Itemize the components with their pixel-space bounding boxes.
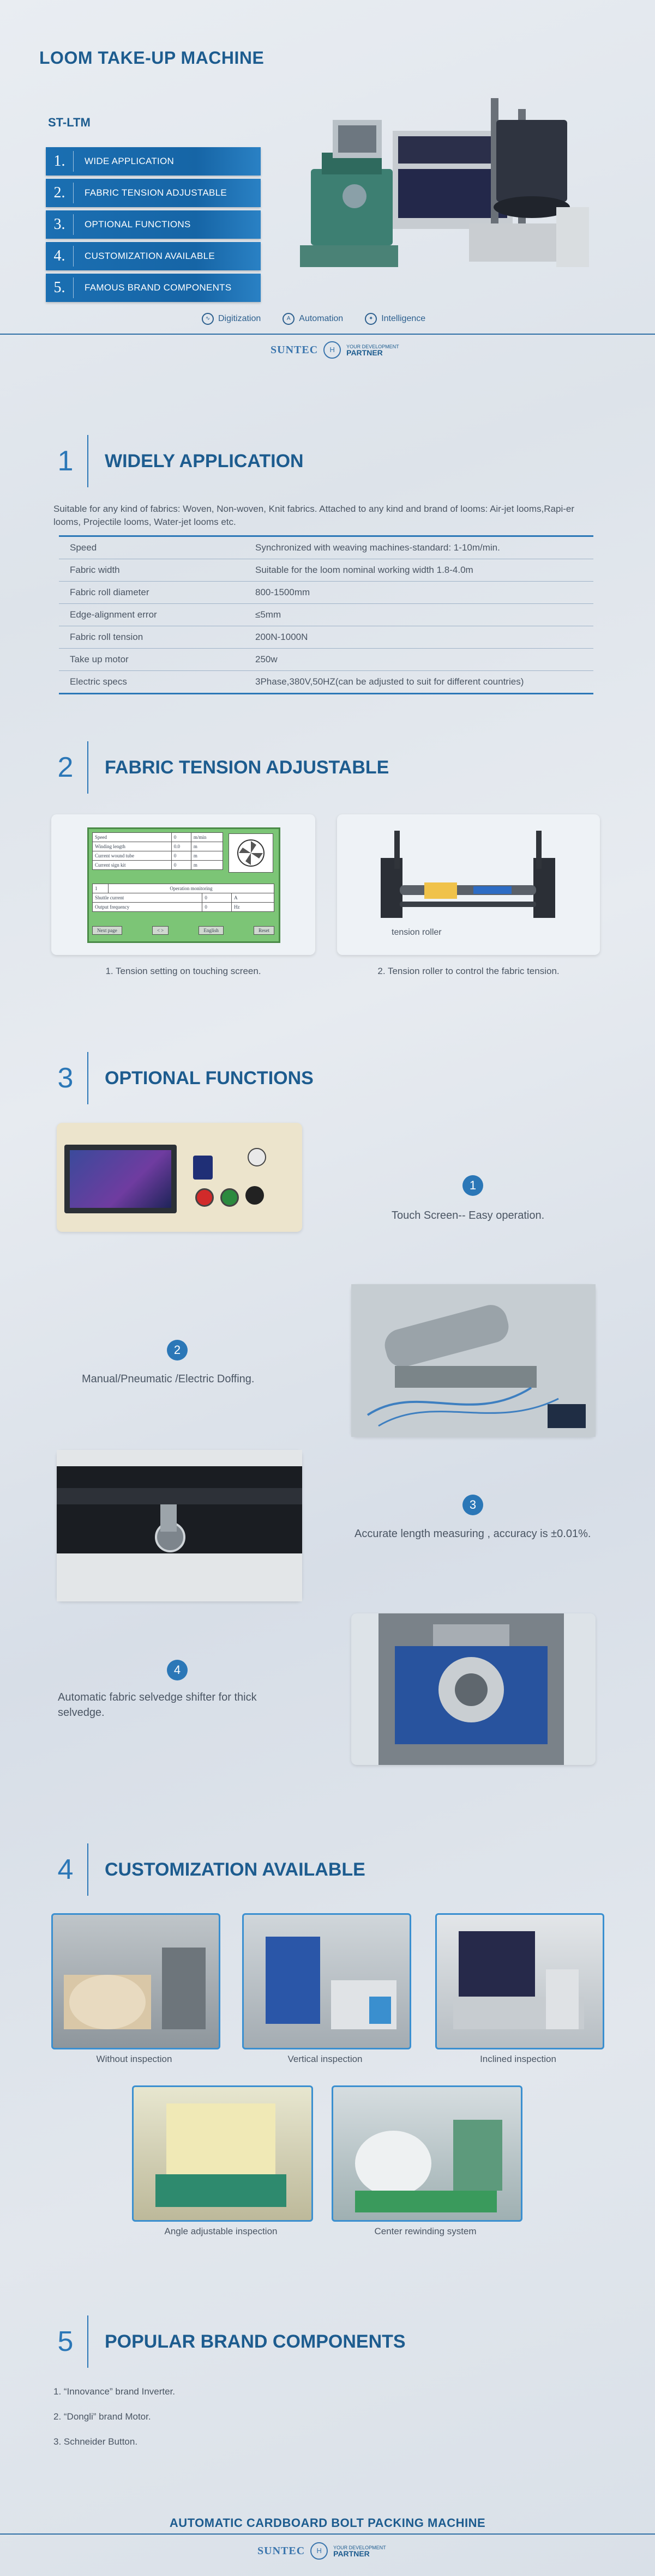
option-number: 2 bbox=[167, 1340, 188, 1360]
screen-display bbox=[70, 1150, 171, 1208]
table-row bbox=[59, 626, 593, 649]
company-logo bbox=[271, 341, 399, 359]
custom-caption: Vertical inspection bbox=[287, 2054, 363, 2064]
screen-cell: 0 bbox=[202, 893, 232, 903]
option-text: Accurate length measuring , accuracy is ±0.01%. bbox=[354, 1528, 591, 1540]
doffing-roller-illustration bbox=[351, 1284, 596, 1437]
touch-screen-card bbox=[51, 814, 315, 955]
option-number: 3 bbox=[462, 1495, 483, 1515]
screen-cell: A bbox=[232, 893, 274, 903]
screen-cell: 0.0 bbox=[171, 842, 191, 851]
spec-key: Edge-alignment error bbox=[59, 604, 244, 626]
logo-tagline-line1: YOUR DEVELOPMENT bbox=[333, 2545, 386, 2550]
screen-cell: Operation monitoring bbox=[109, 884, 274, 893]
spec-key: Fabric roll tension bbox=[59, 626, 244, 649]
touch-screen-device bbox=[64, 1145, 177, 1213]
custom-image-without-inspection bbox=[51, 1913, 220, 2049]
feature-tags bbox=[202, 313, 425, 325]
spec-key: Speed bbox=[59, 536, 244, 559]
menu-item-number: 1. bbox=[46, 151, 74, 172]
section-header-1 bbox=[51, 435, 304, 487]
brand-item: 3. Schneider Button. bbox=[53, 2436, 138, 2447]
feature-digitization bbox=[202, 313, 261, 325]
screen-cell: 1 bbox=[93, 884, 109, 893]
start-button-icon bbox=[220, 1188, 239, 1207]
screen-cell: m/min bbox=[191, 833, 223, 842]
screen-next-button[interactable]: Next page bbox=[92, 926, 122, 935]
custom-image-inclined-inspection bbox=[435, 1913, 604, 2049]
section-number: 2 bbox=[57, 752, 74, 783]
logo-circle: H bbox=[323, 341, 341, 359]
logo-tagline bbox=[346, 344, 399, 356]
feature-label: Digitization bbox=[218, 314, 261, 323]
spec-value: Synchronized with weaving machines-standard: 1-10m/min. bbox=[244, 536, 593, 559]
option-number: 1 bbox=[462, 1175, 483, 1196]
tension-roller-image bbox=[370, 825, 566, 929]
brand-item: 1. “Innovance” brand Inverter. bbox=[53, 2386, 176, 2397]
divider bbox=[0, 334, 655, 335]
section-number: 1 bbox=[57, 445, 74, 477]
screen-cell: 0 bbox=[202, 903, 232, 912]
screen-button-bar bbox=[92, 926, 274, 935]
section-title: WIDELY APPLICATION bbox=[105, 450, 304, 471]
screen-cell: m bbox=[191, 851, 223, 861]
spec-key: Electric specs bbox=[59, 671, 244, 694]
menu-item-label: FABRIC TENSION ADJUSTABLE bbox=[85, 188, 227, 198]
screen-reset-button[interactable]: Reset bbox=[254, 926, 274, 935]
footer-title: AUTOMATIC CARDBOARD BOLT PACKING MACHINE bbox=[169, 2516, 486, 2530]
dial-icon bbox=[248, 1148, 266, 1166]
divider bbox=[0, 2533, 655, 2535]
spec-value: 250w bbox=[244, 649, 593, 671]
feature-menu bbox=[46, 147, 261, 305]
caption-touch-screen: 1. Tension setting on touching screen. bbox=[105, 966, 261, 976]
feature-label: Intelligence bbox=[381, 314, 426, 323]
menu-item-label: FAMOUS BRAND COMPONENTS bbox=[85, 282, 232, 293]
spec-value: 200N-1000N bbox=[244, 626, 593, 649]
option-number: 4 bbox=[167, 1660, 188, 1680]
section-divider bbox=[87, 435, 88, 487]
screen-cell: Current wound tube bbox=[93, 851, 172, 861]
logo-mark: SUNTEC bbox=[271, 343, 319, 356]
control-panel-image bbox=[57, 1123, 302, 1232]
screen-cell: m bbox=[191, 861, 223, 870]
logo-tagline-line1: YOUR DEVELOPMENT bbox=[346, 344, 399, 349]
measuring-wheel-illustration bbox=[57, 1450, 302, 1601]
option-text: Automatic fabric selvedge shifter for thick selvedge. bbox=[58, 1691, 257, 1719]
screen-cell: Speed bbox=[93, 833, 172, 842]
tension-roller-card bbox=[337, 814, 600, 955]
menu-item-customization[interactable] bbox=[46, 242, 261, 270]
table-row bbox=[59, 671, 593, 694]
page-title: LOOM TAKE-UP MACHINE bbox=[39, 48, 265, 68]
section-number: 5 bbox=[57, 2326, 74, 2357]
table-row bbox=[59, 559, 593, 582]
menu-item-number: 4. bbox=[46, 246, 74, 267]
section-divider bbox=[87, 1843, 88, 1896]
table-row bbox=[59, 649, 593, 671]
stop-button-icon bbox=[195, 1188, 214, 1207]
screen-cell: 0 bbox=[171, 833, 191, 842]
feature-automation bbox=[283, 313, 343, 325]
section-divider bbox=[87, 741, 88, 794]
screen-cell: Output frequency bbox=[93, 903, 202, 912]
touch-screen-image bbox=[87, 827, 280, 943]
section-intro: Suitable for any kind of fabrics: Woven, Non-woven, Knit fabrics. Attached to any kind and brand of looms: Air-jet looms,Rapi-er looms, Projectile looms, Water-jet looms etc. bbox=[53, 504, 574, 527]
custom-caption: Inclined inspection bbox=[480, 2054, 556, 2064]
logo-mark: SUNTEC bbox=[257, 2544, 305, 2557]
brand-item: 2. “Dongli” brand Motor. bbox=[53, 2411, 151, 2422]
custom-image-vertical-inspection bbox=[242, 1913, 411, 2049]
brain-icon: ✦ bbox=[365, 313, 377, 325]
custom-caption: Without inspection bbox=[96, 2054, 172, 2064]
section-divider bbox=[87, 1052, 88, 1104]
caption-tension-roller: 2. Tension roller to control the fabric tension. bbox=[377, 966, 560, 976]
spec-table bbox=[59, 535, 593, 694]
logo-tagline-line2: PARTNER bbox=[333, 2549, 370, 2558]
section-title: CUSTOMIZATION AVAILABLE bbox=[105, 1859, 365, 1880]
option-text: Manual/Pneumatic /Electric Doffing. bbox=[82, 1373, 255, 1385]
robot-icon: A bbox=[283, 313, 295, 325]
screen-cell: Current sign kit bbox=[93, 861, 172, 870]
menu-item-brand-components[interactable] bbox=[46, 274, 261, 302]
spec-value: 3Phase,380V,50HZ(can be adjusted to suit for different countries) bbox=[244, 671, 593, 694]
selvedge-shifter-illustration bbox=[351, 1613, 596, 1765]
logo-circle: H bbox=[310, 2542, 328, 2560]
spec-value: 800-1500mm bbox=[244, 582, 593, 604]
menu-item-number: 2. bbox=[46, 183, 74, 203]
length-measuring-image bbox=[57, 1450, 302, 1601]
section-title: FABRIC TENSION ADJUSTABLE bbox=[105, 757, 389, 778]
company-logo-footer bbox=[257, 2542, 386, 2560]
menu-item-number: 3. bbox=[46, 214, 74, 235]
logo-tagline-line2: PARTNER bbox=[346, 348, 383, 357]
screen-cell: m bbox=[191, 842, 223, 851]
screen-cell: Shuttle current bbox=[93, 893, 202, 903]
custom-caption: Center rewinding system bbox=[374, 2226, 477, 2236]
roller-label: tension roller bbox=[392, 928, 442, 937]
operation-monitoring-table bbox=[92, 884, 274, 912]
rotary-knob-icon bbox=[245, 1186, 264, 1205]
section-title: POPULAR BRAND COMPONENTS bbox=[105, 2331, 406, 2352]
model-code: ST-LTM bbox=[48, 116, 91, 129]
logo-tagline bbox=[333, 2545, 386, 2557]
section-header-2 bbox=[51, 741, 389, 794]
doffing-image bbox=[351, 1284, 596, 1437]
section-number: 4 bbox=[57, 1854, 74, 1885]
feature-label: Automation bbox=[299, 314, 344, 323]
selector-switch-icon bbox=[193, 1156, 213, 1180]
option-text: Touch Screen-- Easy operation. bbox=[392, 1210, 545, 1222]
menu-item-label: OPTIONAL FUNCTIONS bbox=[85, 219, 191, 229]
spec-value: ≤5mm bbox=[244, 604, 593, 626]
custom-image-center-rewinding bbox=[332, 2085, 522, 2222]
fan-icon bbox=[229, 833, 273, 873]
screen-cell: 0 bbox=[171, 861, 191, 870]
spec-key: Take up motor bbox=[59, 649, 244, 671]
custom-caption: Angle adjustable inspection bbox=[164, 2226, 278, 2236]
table-row bbox=[59, 604, 593, 626]
screen-cell: 0 bbox=[171, 851, 191, 861]
spec-key: Fabric width bbox=[59, 559, 244, 582]
screen-language-button[interactable]: English bbox=[199, 926, 224, 935]
spec-value: Suitable for the loom nominal working width 1.8-4.0m bbox=[244, 559, 593, 582]
section-title: OPTIONAL FUNCTIONS bbox=[105, 1067, 314, 1089]
screen-table bbox=[92, 832, 223, 870]
menu-item-label: CUSTOMIZATION AVAILABLE bbox=[85, 251, 215, 261]
feature-intelligence bbox=[365, 313, 425, 325]
menu-item-number: 5. bbox=[46, 277, 74, 298]
custom-image-angle-adjustable bbox=[132, 2085, 313, 2222]
section-number: 3 bbox=[57, 1062, 74, 1094]
table-row bbox=[59, 536, 593, 559]
menu-item-optional-functions[interactable] bbox=[46, 210, 261, 239]
screen-nav-button[interactable]: < > bbox=[152, 926, 169, 935]
chart-icon: ∿ bbox=[202, 313, 214, 325]
section-header-4 bbox=[51, 1843, 365, 1896]
selvedge-shifter-image bbox=[351, 1613, 596, 1765]
screen-cell: Winding length bbox=[93, 842, 172, 851]
spec-key: Fabric roll diameter bbox=[59, 582, 244, 604]
section-header-3 bbox=[51, 1052, 314, 1104]
section-divider bbox=[87, 2315, 88, 2368]
section-header-5 bbox=[51, 2315, 406, 2368]
machine-hero-image bbox=[289, 87, 616, 283]
table-row bbox=[59, 582, 593, 604]
menu-item-label: WIDE APPLICATION bbox=[85, 156, 175, 166]
menu-item-wide-application[interactable] bbox=[46, 147, 261, 176]
menu-item-fabric-tension[interactable] bbox=[46, 179, 261, 207]
screen-cell: Hz bbox=[232, 903, 274, 912]
